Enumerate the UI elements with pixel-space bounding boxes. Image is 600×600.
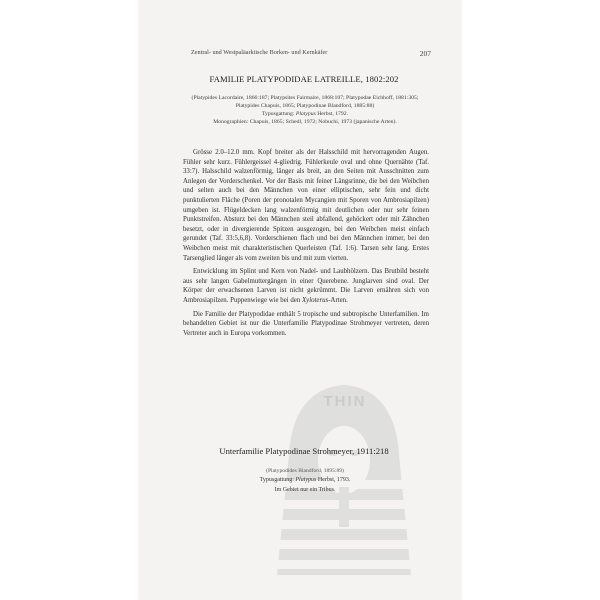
family-heading: FAMILIE PLATYPODIDAE LATREILLE, 1802:202 [209, 74, 399, 84]
subfamily-heading: Unterfamilie Platypodinae Strohmeyer, 1911:218 [219, 446, 389, 456]
subfamily-type-genus-line: Typusgattung: Platypus Herbst, 1793. [259, 477, 351, 484]
type-genus-line: Typusgattung: Platypus Herbst, 1792. [261, 111, 349, 117]
morphology-paragraph: Grösse 2.0–12.0 mm. Kopf breiter als der Halsschild mit hervorragenden Augen. Fühler sehr kurz. Fühlergeissel 4-gliedrig. Fühlerkeule oval und ohne Quernähte (Taf. 33:7). Halsschild walzenförmig, länger als breit, an den Seiten mit Ausschnitten zum Anlegen der Vorderschenkel. Vor der Basis mit feiner Längsrinne, die bei den Weibchen und selten auch bei den Männchen von einer elliptischen, sehr fein und dicht punktulierten Fläche (Poren der pronotalen Mycangien mit Sporen von Ambrosiapilzen) umgeben ist. Flügeldecken lang walzenförmig mit deutlichen oder nur sehr feinen Punktstreifen. Absturz bei den Männchen steil abfallend, gehöckert oder mit Zähnchen besetzt, oder in divergierende Spitzen ausgezogen, bei den Weibchen meist einfach gerundet (Taf. 33:5,6,8). Vorderschienen flach und bei den Männchen immer, bei den Weibchen meist mit charakteristischen Querleisten (Taf. 1:6). Tarsen sehr lang. Erstes Tarsenglied länger als vom zweiten bis und mit zum vierten. [183, 149, 429, 262]
genus-xyloterus: Xyloterus [301, 296, 329, 304]
page-number: 207 [419, 49, 431, 58]
running-head [191, 49, 431, 56]
tribus-note: Im Gebiet nur ein Tribus. [274, 486, 336, 493]
biology-paragraph: Entwicklung im Splint und Kern von Nadel- und Laubhölzern. Das Brutbild besteht aus sehr langen Gabelmuttergängen in einer Querebene. Junglarven sind oval. Der Körper der erwachsenen Larven ist nicht gekrümmt. Die Larven ernähren sich von Ambrosiapilzen. Puppenwiege wie bei den Xyloterus-Arten. [183, 268, 429, 304]
subfamily-synonymy [183, 467, 427, 495]
subfamily-type-genus-name: Platypus [295, 477, 317, 484]
family-synonymy [183, 94, 427, 126]
description-text [183, 148, 429, 342]
monographs-line: Monographien: Chapuis, 1865; Schedl, 1972; Nobuchi, 1973 (japanische Arten). [213, 119, 397, 125]
book-page [139, 0, 461, 600]
running-title: Zentral- und Westpaläarktische Borken- und Kernkäfer [191, 49, 328, 56]
watermark-text: THIN [323, 393, 367, 410]
synonym-list: (Platypides Lacordaire, 1866:187; Platypsites Fairmaire, 1868:107; Platypodae Eichhoff, 1881:305; Platypides Chapuis, 1865; Platypodinae Blandford, 1885:88) [191, 95, 419, 109]
type-genus-name: Platypus [295, 111, 316, 117]
subfamily-synonym: (Platypodides Blandford, 1895:89) [266, 468, 344, 474]
distribution-paragraph: Die Familie der Platypodidae enthält 5 tropische und subtropische Unterfamilien. Im behandelten Gebiet ist nur die Unterfamilie Platypodinae Strohmeyer vertreten, deren Vertreter auch in Europa vorkommen. [183, 310, 429, 337]
